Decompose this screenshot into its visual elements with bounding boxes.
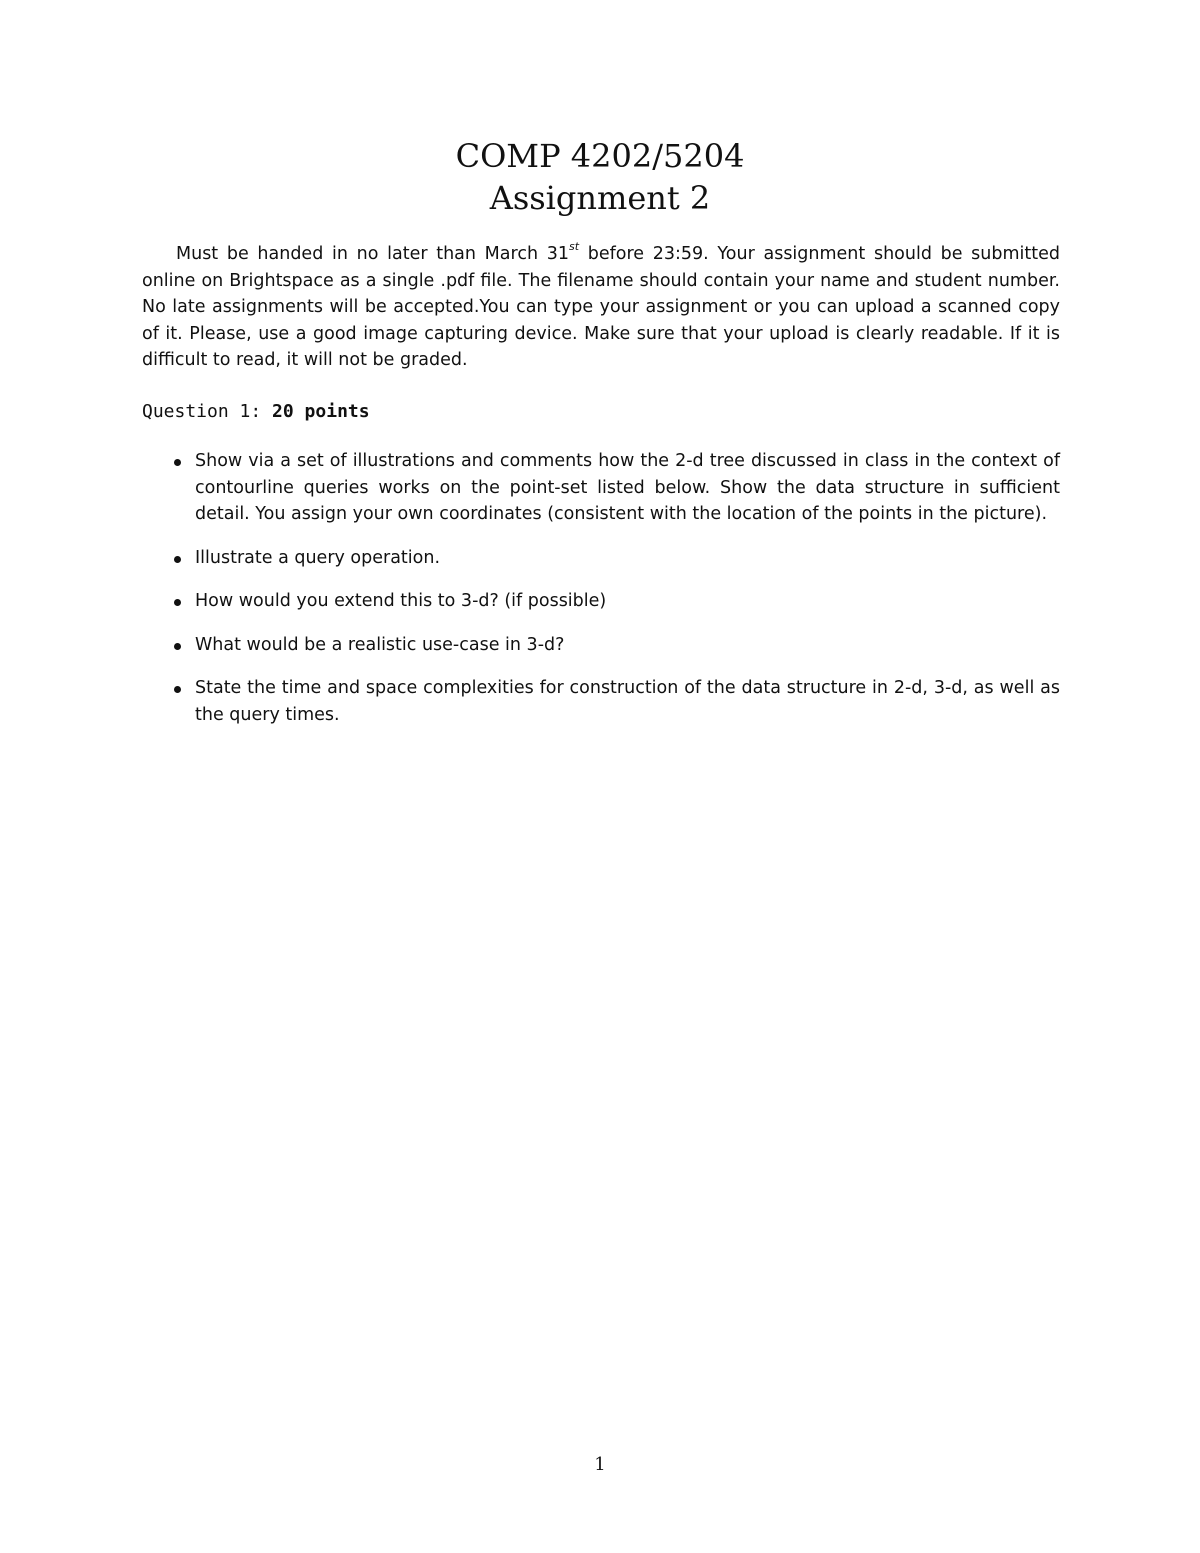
- bullet-text: State the time and space complexities for construction of the data structure in 2-d, 3-d, as well as the query times.: [195, 678, 1060, 725]
- bullet-text: Show via a set of illustrations and comments how the 2-d tree discussed in class in the context of contourline queries works on the point-set listed below. Show the data structure in sufficient detail. You assign your own coordinates (consistent with the location of the points in the picture).: [195, 451, 1060, 524]
- assignment-title: Assignment 2: [489, 179, 711, 217]
- question-points: 20 points: [272, 401, 370, 422]
- question-bullet-list: [142, 448, 1060, 745]
- bullet-item: [142, 588, 1060, 615]
- bullet-dot-icon: [174, 459, 181, 466]
- intro-paragraph: [142, 241, 1060, 374]
- bullet-item: [142, 545, 1060, 572]
- bullet-item: [142, 632, 1060, 659]
- bullet-dot-icon: [174, 643, 181, 650]
- bullet-item: [142, 448, 1060, 528]
- bullet-dot-icon: [174, 686, 181, 693]
- bullet-item: [142, 675, 1060, 728]
- intro-text-part2: before 23:59. Your assignment should be submitted online on Brightspace as a single .pdf file. The filename should contain your name and student number. No late assignments will be accepted.You can type your assignment or you can upload a scanned copy of it. Please, use a good image capturing device. Make sure that your upload is clearly readable. If it is difficult to read, it will not be graded.: [142, 244, 1061, 370]
- page-number: 1: [594, 1454, 606, 1475]
- bullet-dot-icon: [174, 556, 181, 563]
- course-title: COMP 4202/5204: [455, 137, 745, 175]
- bullet-text: Illustrate a query operation.: [195, 547, 441, 568]
- bullet-text: How would you extend this to 3-d? (if possible): [195, 591, 607, 611]
- date-superscript: st: [569, 240, 580, 254]
- bullet-dot-icon: [174, 599, 181, 606]
- intro-text-part1: Must be handed in no later than March 31: [176, 244, 569, 264]
- question-label: Question 1:: [142, 401, 273, 422]
- question-heading: [142, 398, 370, 426]
- bullet-text: What would be a realistic use-case in 3-d?: [195, 634, 565, 655]
